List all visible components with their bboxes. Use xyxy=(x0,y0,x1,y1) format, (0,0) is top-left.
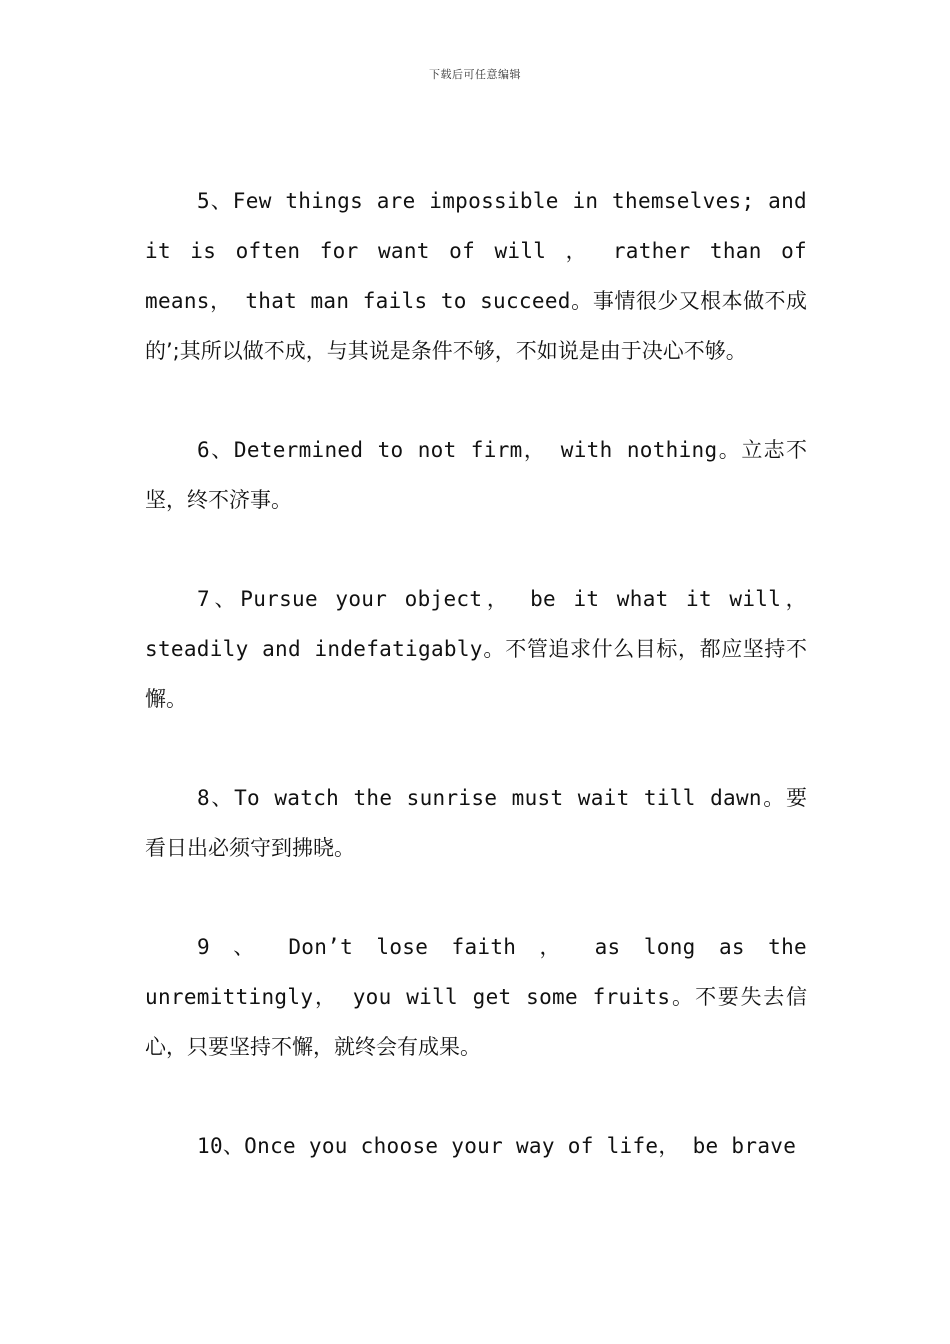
page-header: 下载后可任意编辑 xyxy=(429,68,521,81)
quote-paragraph-9 xyxy=(145,922,807,1072)
quote-chinese: 不管追求什么目标，都应坚持不懈。 xyxy=(145,637,807,711)
document-body xyxy=(145,176,807,1220)
quote-english: 7、Pursue your object， be it what it will， steadily and indefatigably。 xyxy=(145,587,807,661)
quote-paragraph-8 xyxy=(145,773,807,873)
quote-paragraph-6 xyxy=(145,425,807,525)
quote-chinese: 不要失去信心，只要坚持不懈，就终会有成果。 xyxy=(145,985,808,1059)
quote-chinese: 事情很少又根本做不成的’;其所以做不成，与其说是条件不够，不如说是由于决心不够。 xyxy=(145,289,807,363)
quote-english: 5、Few things are impossible in themselves; and it is often for want of will ， rather than of means， that man fails to succeed。 xyxy=(145,189,807,313)
quote-english: 9 、 Don’t lose faith ， as long as the unremittingly， you will get some fruits。 xyxy=(145,935,807,1009)
quote-paragraph-7 xyxy=(145,574,807,724)
quote-chinese: 立志不坚，终不济事。 xyxy=(145,438,807,512)
quote-paragraph-10 xyxy=(145,1121,807,1171)
quote-english: 8、To watch the sunrise must wait till dawn。 xyxy=(197,786,786,810)
quote-english: 10、Once you choose your way of life， be brave xyxy=(197,1134,797,1158)
quote-paragraph-5 xyxy=(145,176,807,376)
quote-english: 6、Determined to not firm， with nothing。 xyxy=(197,438,742,462)
quote-chinese: 要看日出必须守到拂晓。 xyxy=(145,786,807,860)
